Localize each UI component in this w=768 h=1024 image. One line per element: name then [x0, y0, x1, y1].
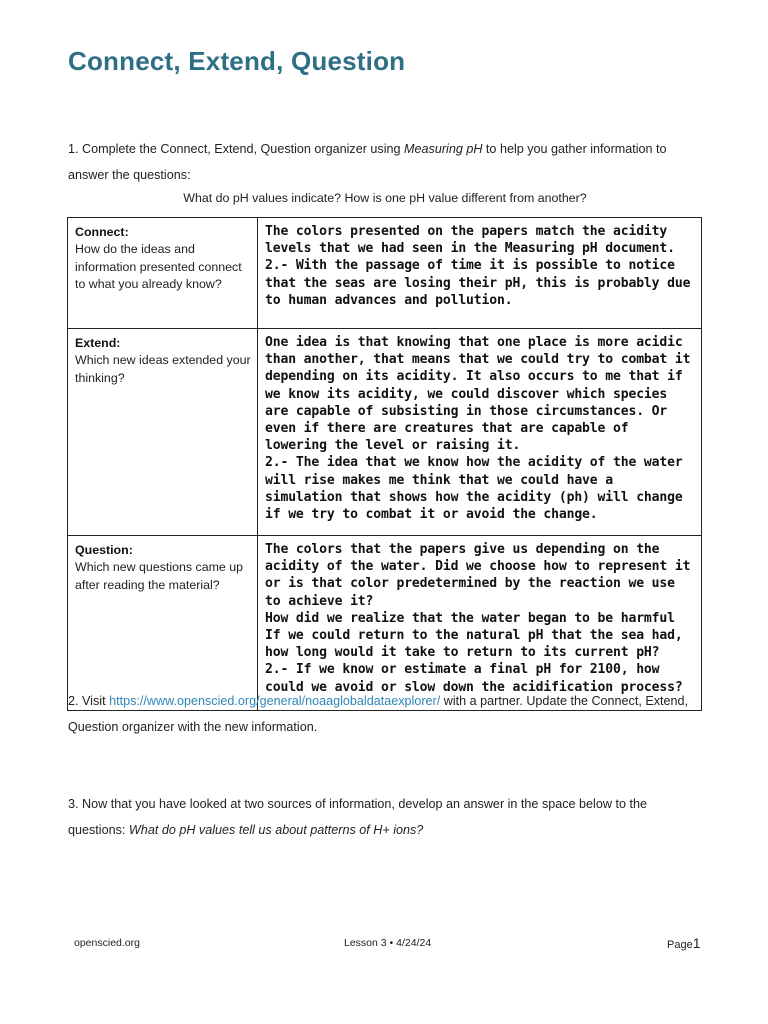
question-answer-cell[interactable] [258, 536, 702, 711]
question-prompt: Which new questions came up after reading the material? [75, 560, 244, 592]
connect-answer-line: 2.- With the passage of time it is possible to notice that the seas are losing their pH, this is probably due to human advances and pollution. [265, 258, 691, 308]
instruction-1 [68, 136, 700, 188]
connect-answer-line: The colors presented on the papers match the acidity levels that we had seen in the Measuring pH document. [265, 224, 675, 257]
extend-label-cell [68, 329, 258, 536]
question-answer-line: If we could return to the natural pH that the sea had, how long would it take to return to its current pH? [265, 628, 683, 661]
question-answer-line: 2.- If we know or estimate a final pH for 2100, how could we avoid or slow down the acidification process? [265, 662, 683, 695]
organizer-row-extend [68, 329, 702, 536]
footer-site: openscied.org [74, 937, 140, 949]
page-number: 1 [692, 935, 701, 951]
page-title: Connect, Extend, Question [68, 46, 406, 76]
connect-label-cell [68, 218, 258, 329]
question-label-cell [68, 536, 258, 711]
instruction-2-suffix: with a partner. Update the Connect, Extend, Question organizer with the new information. [68, 694, 689, 734]
connect-heading: Connect: [75, 225, 129, 239]
question-answer-line: The colors that the papers give us depending on the acidity of the water. Did we choose how to represent it or is that color predetermined by the reaction we use to achieve it? [265, 542, 691, 609]
instruction-2-prefix: 2. Visit [68, 694, 110, 708]
instruction-2 [68, 688, 700, 740]
connect-answer-cell[interactable] [258, 218, 702, 329]
instruction-3-prefix: 3. Now that you have looked at two sources of information, develop an answer in the space below to the questions: [68, 797, 647, 837]
organizer-row-connect [68, 218, 702, 329]
instruction-3-question: What do pH values tell us about patterns of H+ ions? [128, 823, 424, 837]
instruction-3 [68, 791, 700, 843]
extend-heading: Extend: [75, 336, 121, 350]
extend-answer-cell[interactable] [258, 329, 702, 536]
extend-answer-line: One idea is that knowing that one place is more acidic than another, that means that we could try to combat it depending on its acidity. It also occurs to me that if we know its acidity, we could discover which species are capable of subsisting in those circumstances. Or even if there are creatures that are capable of lowering the level or raising it. [265, 335, 691, 454]
footer-lesson: Lesson 3 • 4/24/24 [344, 937, 432, 949]
guiding-question: What do pH values indicate? How is one pH value different from another? [183, 191, 587, 205]
page-label: Page [667, 939, 693, 951]
question-answer-line: How did we realize that the water began to be harmful [265, 610, 675, 626]
instruction-1-suffix: to help you gather information to answer the questions: [68, 142, 667, 182]
data-explorer-link[interactable]: https://www.openscied.org/general/noaaglobaldataexplorer/ [109, 694, 441, 708]
connect-prompt: How do the ideas and information presented connect to what you already know? [75, 242, 242, 291]
organizer-table [67, 217, 702, 711]
source-title: Measuring pH [404, 142, 483, 156]
footer-page [667, 935, 701, 951]
extend-answer-line: 2.- The idea that we know how the acidity of the water will rise makes me think that we could have a simulation that shows how the acidity (ph) will change if we try to combat it or avoid the change. [265, 455, 683, 523]
question-heading: Question: [75, 543, 133, 557]
organizer-row-question [68, 536, 702, 711]
extend-prompt: Which new ideas extended your thinking? [75, 353, 251, 385]
instruction-1-prefix: 1. Complete the Connect, Extend, Question organizer using [68, 142, 405, 156]
